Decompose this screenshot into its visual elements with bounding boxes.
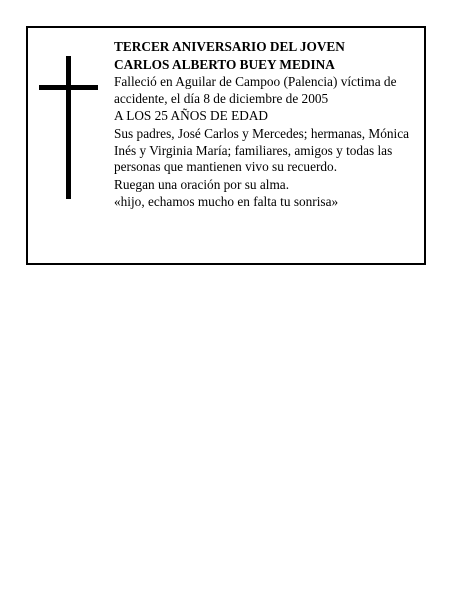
- mourners-paragraph: Sus padres, José Carlos y Mercedes; hermanas, Mónica Inés y Virginia María; familiares, amigos y todas las personas que mantienen vivo su recuerdo.: [114, 125, 410, 175]
- age-statement: A LOS 25 AÑOS DE EDAD: [114, 108, 269, 124]
- notice-title-line-2: CARLOS ALBERTO BUEY MEDINA: [114, 56, 335, 72]
- obituary-notice: [26, 26, 426, 265]
- notice-title-line-1: TERCER ANIVERSARIO DEL JOVEN: [114, 39, 345, 54]
- cross-horizontal-bar: [39, 85, 98, 90]
- death-statement: Falleció en Aguilar de Campoo (Palencia) víctima de accidente, el día 8 de diciembre de 2005: [114, 74, 397, 106]
- notice-text-block: [114, 39, 420, 211]
- closing-quote: «hijo, echamos mucho en falta tu sonrisa»: [114, 194, 339, 210]
- prayer-request: Ruegan una oración por su alma.: [114, 176, 290, 192]
- cross-vertical-bar: [66, 56, 71, 199]
